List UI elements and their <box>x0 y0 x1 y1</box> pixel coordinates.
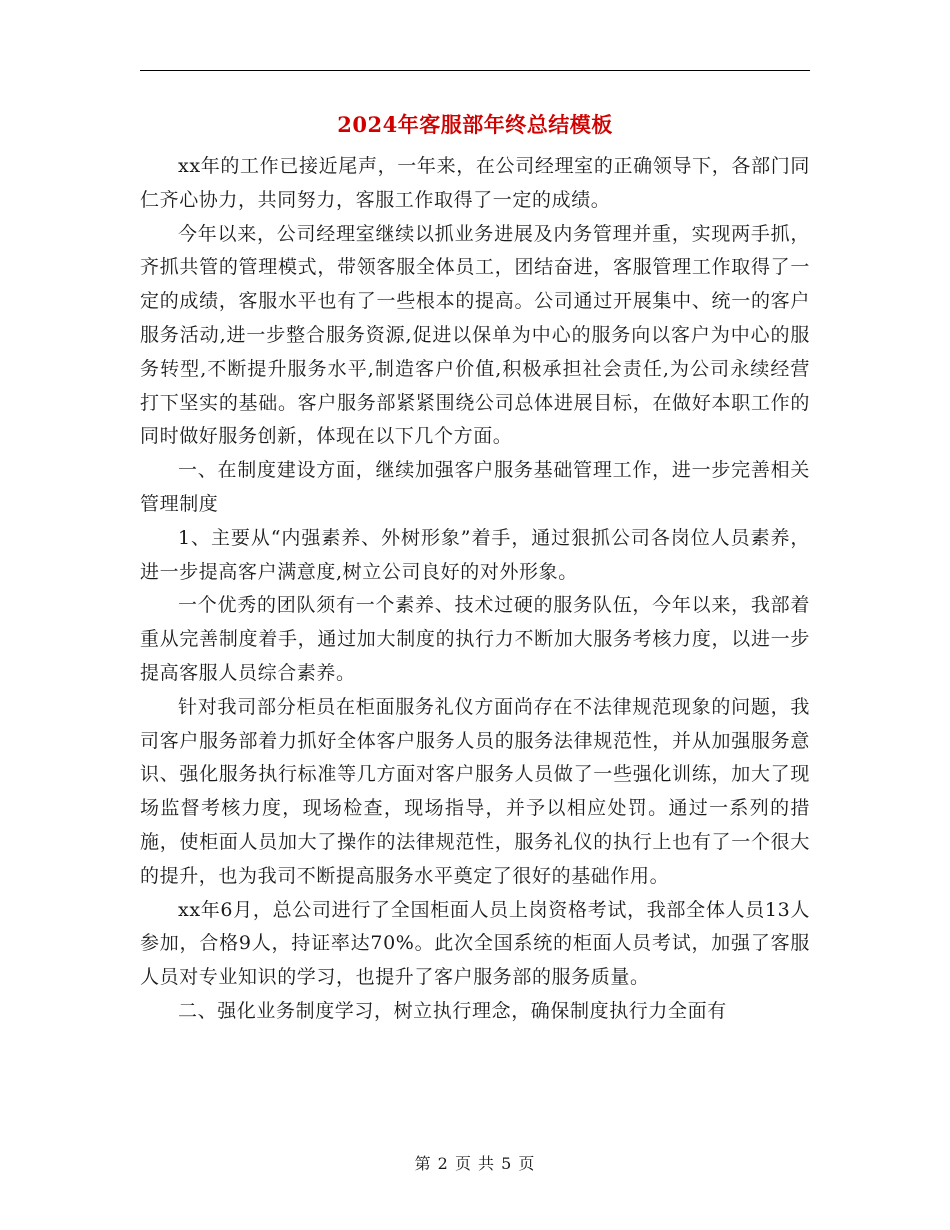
header-rule <box>140 70 810 71</box>
page-number: 第 2 页 共 5 页 <box>414 1154 536 1173</box>
paragraph-intro: xx年的工作已接近尾声，一年来，在公司经理室的正确领导下，各部门同仁齐心协力，共同努力，客服工作取得了一定的成绩。 <box>140 155 810 211</box>
document-title: 2024年客服部年终总结模板 <box>337 112 613 137</box>
section-heading-2: 二、强化业务制度学习，树立执行理念，确保制度执行力全面有 <box>178 999 727 1022</box>
document-body <box>140 150 810 1029</box>
paragraph-etiquette: 针对我司部分柜员在柜面服务礼仪方面尚存在不法律规范现象的问题，我司客户服务部着力抓好全体客户服务人员的服务法律规范性，并从加强服务意识、强化服务执行标准等几方面对客户服务人员做了一些强化训练，加大了现场监督考核力度，现场检查，现场指导，并予以相应处罚。通过一系列的措施，使柜面人员加大了操作的法律规范性，服务礼仪的执行上也有了一个很大的提升，也为我司不断提高服务水平奠定了很好的基础作用。 <box>140 695 810 887</box>
section-heading-1: 一、在制度建设方面，继续加强客户服务基础管理工作，进一步完善相关管理制度 <box>140 459 810 515</box>
paragraph-exam: xx年6月，总公司进行了全国柜面人员上岗资格考试，我部全体人员13人参加，合格9人，持证率达70%。此次全国系统的柜面人员考试，加强了客服人员对专业知识的学习，也提升了客户服务部的服务质量。 <box>140 898 810 989</box>
paragraph-team: 一个优秀的团队须有一个素养、技术过硬的服务队伍，今年以来，我部着重从完善制度着手，通过加大制度的执行力不断加大服务考核力度，以进一步提高客服人员综合素养。 <box>140 594 810 684</box>
paragraph-overview: 今年以来，公司经理室继续以抓业务进展及内务管理并重，实现两手抓，齐抓共管的管理模式，带领客服全体员工，团结奋进，客服管理工作取得了一定的成绩，客服水平也有了一些根本的提高。公司通过开展集中、统一的客户服务活动,进一步整合服务资源,促进以保单为中心的服务向以客户为中心的服务转型,不断提升服务水平,制造客户价值,积极承担社会责任,为公司永续经营打下坚实的基础。客户服务部紧紧围绕公司总体进展目标，在做好本职工作的同时做好服务创新，体现在以下几个方面。 <box>140 222 810 448</box>
paragraph-item-1: 1、主要从“内强素养、外树形象”着手，通过狠抓公司各岗位人员素养，进一步提高客户满意度,树立公司良好的对外形象。 <box>140 526 810 583</box>
